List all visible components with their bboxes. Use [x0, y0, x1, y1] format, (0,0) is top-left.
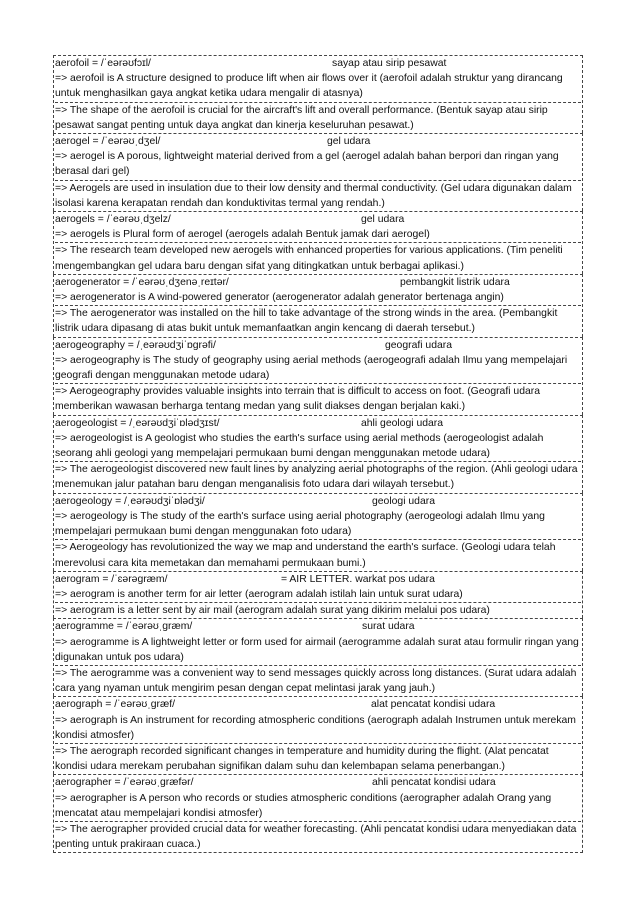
- entry-definition: => aerogel is A porous, lightweight material derived from a gel (aerogel adalah bahan berpori dan ringan yang berasal dari gel): [55, 149, 581, 180]
- entry-headline: [55, 338, 581, 353]
- entry-gloss: ahli pencatat kondisi udara: [372, 777, 496, 789]
- entry-gloss: = AIR LETTER. warkat pos udara: [281, 573, 435, 585]
- dictionary-entry: [53, 493, 583, 571]
- entry-term: aerofoil = /ˈeərəʊfɔɪl/: [55, 58, 151, 69]
- entry-gloss: gel udara: [361, 214, 405, 226]
- entry-example: => Aerogeography provides valuable insights into terrain that is difficult to access on foot. (Geografi udara memberikan wawasan berharga tentang medan yang sulit diakses dengan berjalan kaki.): [55, 386, 540, 413]
- entry-term: aerogenerator = /ˈeərəʊˌdʒenəˌreɪtər/: [55, 276, 229, 288]
- entry-headline: [55, 697, 581, 712]
- entry-term: aerogel = /ˈeərəʊˌdʒel/: [55, 136, 161, 148]
- dictionary-entry: [53, 774, 583, 853]
- entry-headline: [55, 56, 581, 71]
- dictionary-entry: [53, 211, 583, 274]
- entry-headline: [55, 572, 581, 587]
- entry-definition: => aerogeology is The study of the earth's surface using aerial photography (aerogeologi adalah Ilmu yang mempelajari permukaan bumi dengan menggunakan foto udara): [55, 509, 581, 540]
- entry-headline: [55, 619, 581, 634]
- entry-example: => The aerographer provided crucial data for weather forecasting. (Ahli pencatat kondisi udara menyediakan data penting untuk prakiraan cuaca.): [55, 823, 577, 851]
- entry-headline: [55, 416, 581, 431]
- entry-definition: => aerogenerator is A wind-powered generator (aerogenerator adalah generator bertenaga angin): [55, 290, 581, 306]
- entry-example: => The aerogeologist discovered new fault lines by analyzing aerial photographs of the region. (Ahli geologi udara menemukan jalur patahan baru dengan menganalisis foto udara dari wilayah tersebut.): [55, 464, 578, 491]
- entry-gloss: alat pencatat kondisi udara: [371, 699, 496, 711]
- entry-definition: => aerogram is another term for air letter (aerogram adalah istilah lain untuk surat udara): [55, 587, 581, 603]
- dictionary-entry: [53, 618, 583, 696]
- entry-definition: => aerogeologist is A geologist who studies the earth's surface using aerial methods (aerogeologist adalah seorang ahli geologi yang mempelajari permukaan bumi dengan menggunakan metode udara): [55, 431, 581, 462]
- entry-term: aerogeology = /ˌeərəʊdʒiˈɒlədʒi/: [55, 495, 205, 507]
- entry-term: aerograph = /ˈeərəʊˌɡræf/: [55, 699, 175, 711]
- entry-headline: [55, 775, 581, 790]
- entry-term: aerogram = /ˈɛərəɡræm/: [55, 573, 168, 585]
- entry-example: => The shape of the aerofoil is crucial for the aircraft's lift and overall performance. (Bentuk sayap atau sirip pesawat sangat penting untuk daya angkat dan kinerja keseluruhan pesawat.): [55, 104, 548, 131]
- entry-example: => The aerogenerator was installed on the hill to take advantage of the strong winds in the area. (Pembangkit listrik udara dipasang di atas bukit untuk memanfaatkan angin kencang di daerah tersebut.): [55, 308, 558, 335]
- dictionary-entry: [53, 55, 583, 133]
- dictionary-entry: [53, 571, 583, 619]
- entry-gloss: pembangkit listrik udara: [400, 276, 510, 288]
- dictionary-page: [53, 55, 583, 853]
- entry-definition: => aerographer is A person who records or studies atmospheric conditions (aerographer adalah Orang yang mencatat atau mempelajari kondisi atmosfer): [55, 791, 581, 822]
- dictionary-entry: [53, 415, 583, 493]
- entry-term: aerographer = /ˈeərəʊˌɡræfər/: [55, 777, 194, 789]
- entry-example: => Aerogeology has revolutionized the way we map and understand the earth's surface. (Geologi udara telah merevolusi cara kita memetakan dan memahami permukaan bumi.): [55, 542, 556, 569]
- entry-headline: [55, 212, 581, 227]
- entry-gloss: surat udara: [362, 621, 415, 633]
- entry-headline: [55, 275, 581, 290]
- dictionary-entry: [53, 133, 583, 211]
- entry-term: aerogramme = /ˈeərəʊˌɡræm/: [55, 621, 193, 633]
- entry-gloss: geologi udara: [372, 495, 435, 507]
- entry-example: => aerogram is a letter sent by air mail (aerogram adalah surat yang dikirim melalui pos udara): [55, 605, 490, 617]
- entry-example: => The aerograph recorded significant changes in temperature and humidity during the flight. (Alat pencatat kondisi udara merekam perubahan signifikan dalam suhu dan kelembapan selama penerbangan.): [55, 745, 549, 773]
- entry-gloss: ahli geologi udara: [361, 417, 444, 429]
- dictionary-entry: [53, 696, 583, 774]
- dictionary-entry: [53, 274, 583, 337]
- entry-gloss: sayap atau sirip pesawat: [332, 58, 447, 69]
- entry-gloss: geografi udara: [385, 339, 453, 351]
- entry-headline: [55, 134, 581, 149]
- entry-gloss: gel udara: [327, 136, 371, 148]
- dictionary-entry: [53, 337, 583, 415]
- entry-definition: => aerofoil is A structure designed to produce lift when air flows over it (aerofoil adalah struktur yang dirancang untuk menghasilkan gaya angkat ketika udara mengalir di atasnya): [55, 71, 581, 102]
- entry-definition: => aerogeography is The study of geography using aerial methods (aerogeografi adalah Ilmu yang mempelajari geografi dengan menggunakan metode udara): [55, 353, 581, 384]
- entry-example: => The research team developed new aerogels with enhanced properties for various applications. (Tim peneliti mengembangkan gel udara baru dengan sifat yang ditingkatkan untuk berbagai aplikasi.): [55, 245, 563, 272]
- entry-definition: => aerogramme is A lightweight letter or form used for airmail (aerogramme adalah surat atau formulir ringan yang digunakan untuk pos udara): [55, 635, 581, 666]
- entry-headline: [55, 494, 581, 509]
- entry-example: => The aerogramme was a convenient way to send messages quickly across long distances. (Surat udara adalah cara yang nyaman untuk mengirim pesan dengan cepat melintasi jarak yang jauh.): [55, 667, 577, 695]
- entry-definition: => aerogels is Plural form of aerogel (aerogels adalah Bentuk jamak dari aerogel): [55, 227, 581, 243]
- entry-example: => Aerogels are used in insulation due to their low density and thermal conductivity. (Gel udara digunakan dalam isolasi karena kerapatan rendah dan konduktivitas termal yang rendah.): [55, 182, 572, 209]
- entry-term: aerogeography = /ˌeərəʊdʒiˈɒɡrəfi/: [55, 339, 216, 351]
- entry-term: aerogeologist = /ˌeərəʊdʒiˈɒlədʒɪst/: [55, 417, 220, 429]
- entry-term: aerogels = /ˈeərəʊˌdʒelz/: [55, 214, 171, 226]
- entry-definition: => aerograph is An instrument for recording atmospheric conditions (aerograph adalah Instrumen untuk merekam kondisi atmosfer): [55, 713, 581, 744]
